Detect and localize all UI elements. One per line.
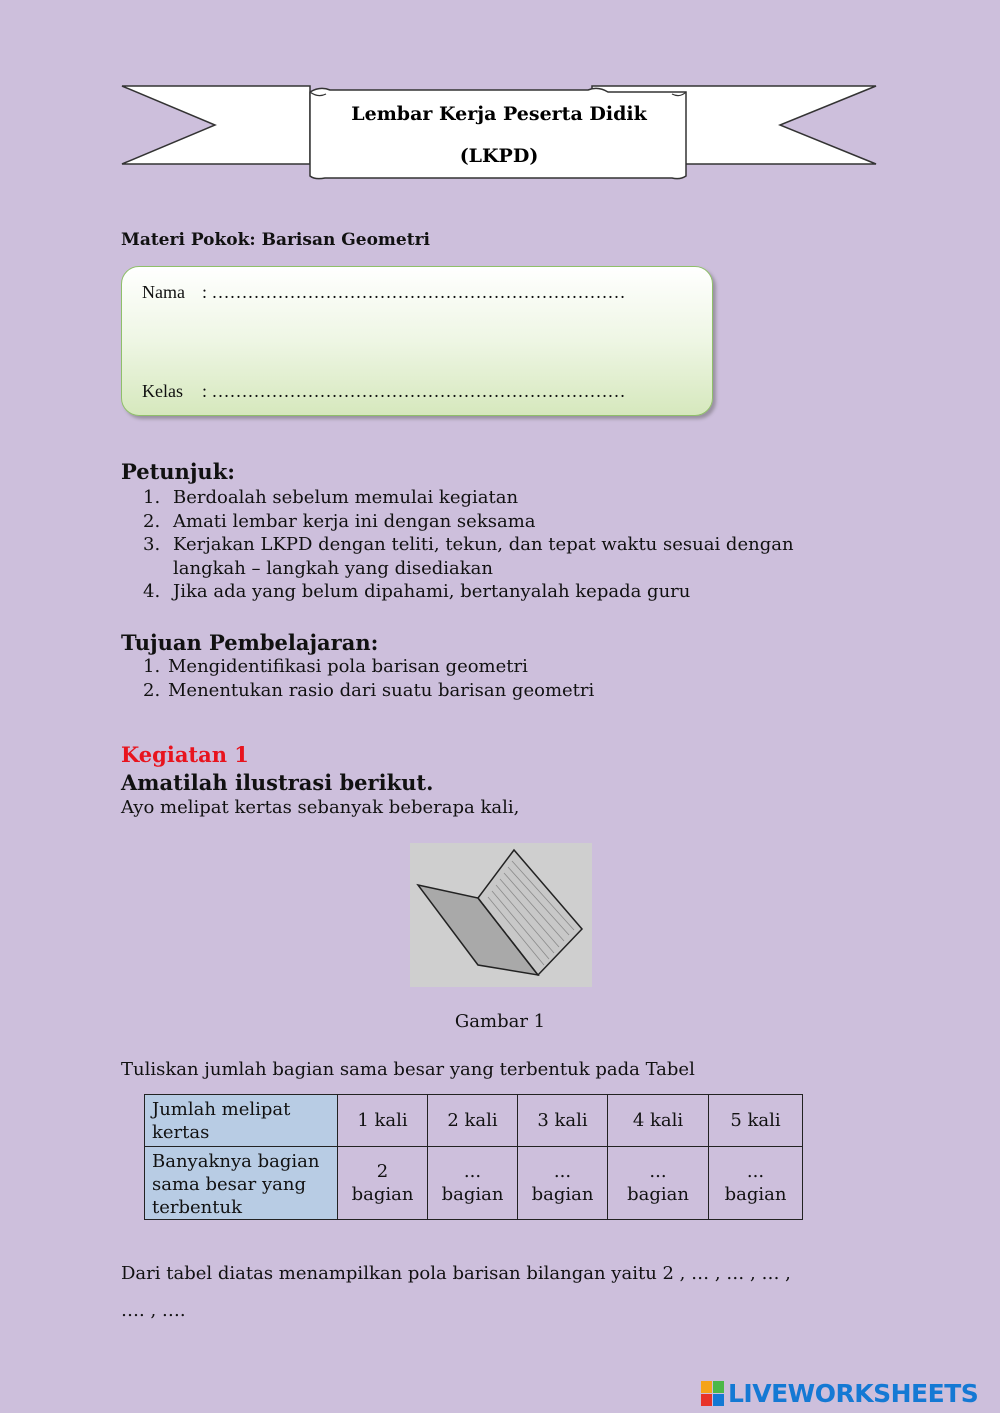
nama-blank: : …………………………………………………………… — [202, 282, 626, 302]
row-header-banyaknya: Banyaknya bagian sama besar yang terbentuk — [145, 1147, 338, 1220]
kegiatan-title: Kegiatan 1 — [121, 742, 249, 767]
brand-text: LIVEWORKSHEETS — [728, 1379, 979, 1408]
instruction-text: Tuliskan jumlah bagian sama besar yang terbentuk pada Tabel — [121, 1059, 695, 1080]
answer-cell[interactable]: ... bagian — [608, 1147, 709, 1220]
petunjuk-section — [121, 459, 794, 604]
list-item: 2. Amati lembar kerja ini dengan seksama — [143, 510, 536, 532]
kegiatan-subtitle: Amatilah ilustrasi berikut. — [121, 770, 434, 795]
list-item: 1. Mengidentifikasi pola barisan geometri — [143, 656, 528, 677]
tujuan-heading: Tujuan Pembelajaran: — [121, 630, 379, 655]
petunjuk-heading: Petunjuk: — [121, 459, 235, 484]
list-item: 2. Menentukan rasio dari suatu barisan geometri — [143, 679, 595, 701]
answer-cell[interactable]: ... bagian — [428, 1147, 518, 1220]
kelas-field[interactable] — [142, 381, 626, 402]
title-line-1: Lembar Kerja Peserta Didik — [351, 103, 647, 125]
figure-caption: Gambar 1 — [454, 1011, 546, 1032]
conclusion-line-2[interactable]: …. , …. — [121, 1300, 186, 1321]
conclusion-text — [121, 1255, 901, 1329]
folding-table — [144, 1094, 803, 1220]
table-cell: 2 kali — [428, 1095, 518, 1147]
table-cell: 5 kali — [709, 1095, 803, 1147]
folded-paper-image — [410, 843, 592, 987]
table-cell: 3 kali — [518, 1095, 608, 1147]
list-item: 3. Kerjakan LKPD dengan teliti, tekun, dan tepat waktu sesuai dengan langkah – langkah yang disediakan — [143, 534, 794, 579]
row-header-jumlah: Jumlah melipat kertas — [145, 1095, 338, 1147]
nama-label: Nama — [142, 282, 185, 302]
kelas-label: Kelas — [142, 381, 183, 401]
list-item: 4. Jika ada yang belum dipahami, bertanyalah kepada guru — [143, 581, 691, 602]
table-cell: 4 kali — [608, 1095, 709, 1147]
answer-cell[interactable]: ... bagian — [518, 1147, 608, 1220]
kegiatan-intro: Ayo melipat kertas sebanyak beberapa kali, — [121, 797, 520, 818]
conclusion-line-1: Dari tabel diatas menampilkan pola barisan bilangan yaitu 2 , … , … , … , — [121, 1263, 791, 1284]
liveworksheets-logo — [700, 1378, 992, 1410]
nama-field[interactable] — [142, 282, 626, 303]
list-item: 1. Berdoalah sebelum memulai kegiatan — [143, 487, 519, 508]
table-row — [145, 1147, 803, 1220]
table-cell: 1 kali — [338, 1095, 428, 1147]
identity-box — [121, 266, 713, 416]
table-row — [145, 1095, 803, 1147]
answer-cell[interactable]: ... bagian — [709, 1147, 803, 1220]
materi-pokok: Materi Pokok: Barisan Geometri — [121, 230, 430, 250]
title-line-2: (LKPD) — [459, 145, 539, 167]
answer-cell[interactable]: 2 bagian — [338, 1147, 428, 1220]
title-banner — [120, 82, 878, 184]
kelas-blank: : …………………………………………………………… — [202, 381, 626, 401]
liveworksheets-icon — [700, 1380, 726, 1408]
tujuan-section — [121, 630, 594, 702]
